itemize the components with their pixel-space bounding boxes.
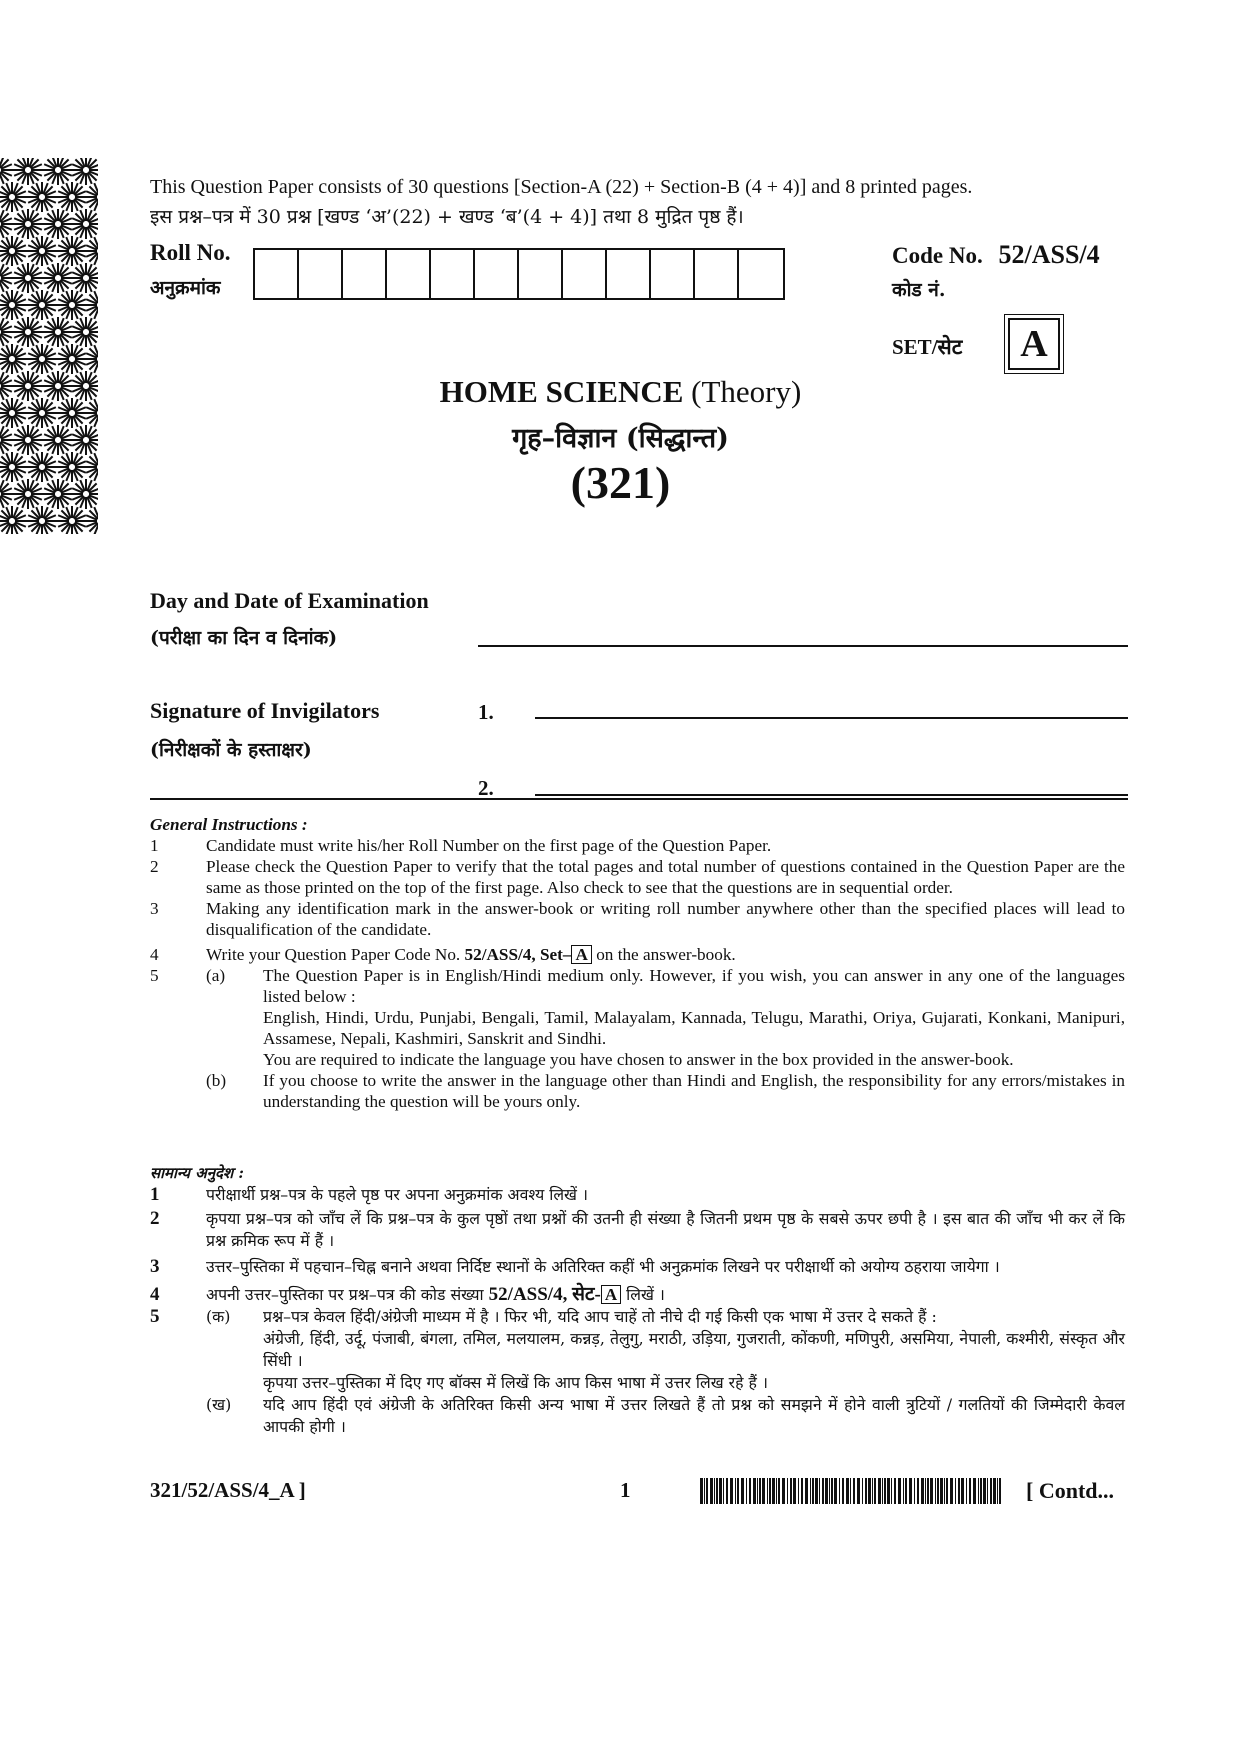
barcode-bar — [776, 1478, 777, 1504]
general-instructions-heading: General Instructions : — [150, 815, 308, 834]
starburst-glyph — [57, 506, 87, 534]
barcode-bar — [980, 1478, 982, 1504]
starburst-glyph — [0, 209, 13, 239]
starburst-glyph — [27, 344, 57, 374]
barcode-bar — [846, 1478, 849, 1504]
roll-digit-box[interactable] — [475, 250, 519, 298]
barcode-bar — [862, 1478, 863, 1504]
starburst-glyph — [0, 506, 27, 534]
barcode-bar — [874, 1478, 876, 1504]
section-divider — [150, 798, 1128, 800]
sig1-number: 1. — [478, 700, 494, 724]
exam-date-line[interactable] — [478, 645, 1128, 647]
barcode-bar — [759, 1478, 761, 1504]
roll-number-boxes[interactable] — [253, 248, 785, 300]
starburst-glyph — [13, 209, 43, 239]
page-number: 1 — [620, 1478, 631, 1502]
starburst-glyph — [43, 317, 73, 347]
barcode-bar — [987, 1478, 988, 1504]
barcode-bar — [872, 1478, 873, 1504]
roll-digit-box[interactable] — [695, 250, 739, 298]
starburst-glyph — [0, 236, 27, 266]
set-inline-box: A — [601, 1285, 621, 1304]
starburst-glyph — [13, 158, 43, 185]
roll-digit-box[interactable] — [299, 250, 343, 298]
barcode-bar — [950, 1478, 953, 1504]
barcode-bar — [700, 1478, 703, 1504]
set-label: SET/सेट — [892, 335, 963, 359]
exam-date-label: Day and Date of Examination — [150, 588, 429, 613]
barcode-bar — [997, 1478, 998, 1504]
barcode-bar — [829, 1478, 830, 1504]
barcode-bar — [853, 1478, 855, 1504]
barcode-bar — [726, 1478, 728, 1504]
barcode — [700, 1478, 1005, 1508]
instruction-item: 1 Candidate must write his/her Roll Number on the first page of the Question Paper. — [150, 836, 772, 855]
barcode-bar — [903, 1478, 904, 1504]
sig2-number: 2. — [478, 776, 494, 800]
barcode-graphic — [700, 1478, 1005, 1504]
barcode-bar — [937, 1478, 939, 1504]
barcode-bar — [704, 1478, 705, 1504]
barcode-bar — [925, 1478, 926, 1504]
barcode-bar — [730, 1478, 733, 1504]
barcode-bar — [753, 1478, 756, 1504]
barcode-bar — [894, 1478, 896, 1504]
barcode-bar — [917, 1478, 919, 1504]
starburst-glyph — [27, 506, 57, 534]
barcode-bar — [716, 1478, 718, 1504]
barcode-bar — [757, 1478, 758, 1504]
instruction-item: 2 Please check the Question Paper to verify that the total pages and total number of questions contained in the Question Paper are the same as those printed on the top of the first page. Also check to see that the questions are in sequential order. — [150, 857, 1125, 897]
starburst-glyph — [0, 290, 27, 320]
barcode-bar — [810, 1478, 811, 1504]
starburst-glyph — [85, 506, 98, 534]
barcode-bar — [966, 1478, 967, 1504]
barcode-bar — [914, 1478, 915, 1504]
instruction-item: 1 परीक्षार्थी प्रश्न–पत्र के पहले पृष्ठ पर अपना अनुक्रमांक अवश्य लिखें । — [150, 1184, 588, 1205]
barcode-bar — [898, 1478, 901, 1504]
barcode-bar — [983, 1478, 986, 1504]
barcode-bar — [834, 1478, 837, 1504]
starburst-glyph — [57, 290, 87, 320]
barcode-bar — [842, 1478, 844, 1504]
barcode-bar — [944, 1478, 945, 1504]
subject-title — [0, 374, 1241, 410]
hindi-instructions-heading: सामान्य अनुदेश : — [150, 1164, 244, 1182]
barcode-bar — [891, 1478, 892, 1504]
barcode-bar — [790, 1478, 792, 1504]
barcode-bar — [999, 1478, 1001, 1504]
instruction-item: 3 उत्तर–पुस्तिका में पहचान–चिह्न बनाने अथवा निर्दिष्ट स्थानों के अतिरिक्त कहीं भी अनुक्रमांक लिखने पर परीक्षार्थी को अयोग्य ठहराया जायेगा । — [150, 1256, 1000, 1277]
code-no-label-hindi: कोड नं. — [892, 279, 946, 301]
barcode-bar — [857, 1478, 860, 1504]
barcode-bar — [714, 1478, 715, 1504]
barcode-bar — [782, 1478, 785, 1504]
code-inline: 52/ASS/4, Set– — [464, 945, 572, 964]
subject-suffix: (Theory) — [691, 374, 802, 409]
invigilators-label: Signature of Invigilators — [150, 698, 380, 723]
roll-digit-box[interactable] — [651, 250, 695, 298]
paper-info-english: This Question Paper consists of 30 questions [Section-A (22) + Section-B (4 + 4)] and 8 printed pages. — [150, 176, 973, 198]
barcode-bar — [812, 1478, 814, 1504]
starburst-glyph — [85, 290, 98, 320]
barcode-bar — [723, 1478, 724, 1504]
starburst-glyph — [27, 182, 57, 212]
barcode-bar — [884, 1478, 886, 1504]
starburst-glyph — [57, 236, 87, 266]
barcode-bar — [741, 1478, 744, 1504]
barcode-bar — [839, 1478, 840, 1504]
barcode-bar — [787, 1478, 788, 1504]
barcode-bar — [955, 1478, 956, 1504]
roll-digit-box[interactable] — [387, 250, 431, 298]
instruction-item: 4 Write your Question Paper Code No. 52/ASS/4, Set– A on the answer-book. — [150, 945, 736, 964]
barcode-bar — [822, 1478, 824, 1504]
barcode-bar — [935, 1478, 936, 1504]
instruction-item: 5 (a) The Question Paper is in English/Hindi medium only. However, if you wish, you can answer in any one of the languages listed below : English, Hindi, Urdu, Punjabi, Bengali, Tamil, Malayalam, Kannada, Telugu, Marathi, Oriya, Gujarati, Konkani, Manipuri, Assamese, Nepali, Kashmiri, Sanskrit and Sindhi. You are required to indicate the language you have chosen to answer in the box provided in the answer-book. (b) If you choose to write the answer in the language other than Hindi and English, the responsibility for any errors/mistakes in understanding the question will be yours only. — [150, 966, 1125, 1111]
invigilators-label-hindi: (निरीक्षकों के हस्ताक्षर) — [150, 739, 312, 761]
roll-no-label: Roll No. — [150, 240, 231, 265]
subject-title-hindi: गृह–विज्ञान (सिद्धान्त) — [512, 423, 729, 454]
barcode-bar — [921, 1478, 924, 1504]
hindi-instructions — [150, 1162, 1125, 1438]
starburst-glyph — [0, 263, 13, 293]
subject-name: HOME SCIENCE — [439, 374, 684, 409]
instruction-item: 2 कृपया प्रश्न–पत्र को जाँच लें कि प्रश्न–पत्र के कुल पृष्ठों तथा प्रश्नों की उतनी ही संख्या है जितनी प्रथम पृष्ठ के सबसे ऊपर छपी है । इस बात की जाँच भी कर लें कि प्रश्न क्रमिक रूप में हैं । — [150, 1208, 1125, 1250]
barcode-bar — [746, 1478, 747, 1504]
barcode-bar — [958, 1478, 960, 1504]
barcode-bar — [961, 1478, 964, 1504]
roll-digit-box[interactable] — [431, 250, 475, 298]
subject-code: (321) — [570, 457, 671, 508]
code-no-value: 52/ASS/4 — [998, 240, 1100, 269]
roll-digit-box[interactable] — [607, 250, 651, 298]
barcode-bar — [710, 1478, 713, 1504]
roll-digit-box[interactable] — [563, 250, 607, 298]
instruction-item: 4 अपनी उत्तर–पुस्तिका पर प्रश्न–पत्र की कोड संख्या 52/ASS/4, सेट- A लिखें । — [150, 1284, 665, 1305]
barcode-bar — [973, 1478, 976, 1504]
barcode-bar — [868, 1478, 871, 1504]
barcode-bar — [969, 1478, 971, 1504]
barcode-bar — [940, 1478, 943, 1504]
starburst-glyph — [71, 209, 98, 239]
starburst-glyph — [0, 317, 13, 347]
roll-no-label-hindi: अनुक्रमांक — [150, 277, 221, 299]
barcode-bar — [749, 1478, 751, 1504]
starburst-glyph — [43, 158, 73, 185]
barcode-bar — [805, 1478, 808, 1504]
roll-digit-box[interactable] — [255, 250, 299, 298]
code-inline: 52/ASS/4, सेट- — [488, 1284, 601, 1305]
starburst-glyph — [71, 317, 98, 347]
barcode-bar — [831, 1478, 833, 1504]
barcode-bar — [946, 1478, 948, 1504]
sig2-line[interactable] — [535, 794, 1128, 796]
barcode-bar — [825, 1478, 828, 1504]
starburst-glyph — [0, 344, 27, 374]
roll-digit-box[interactable] — [343, 250, 387, 298]
barcode-bar — [927, 1478, 929, 1504]
code-no-block — [892, 240, 1100, 270]
barcode-bar — [978, 1478, 979, 1504]
starburst-glyph — [0, 182, 27, 212]
sig1-line[interactable] — [535, 717, 1128, 719]
starburst-glyph — [13, 263, 43, 293]
starburst-glyph — [71, 263, 98, 293]
barcode-bar — [801, 1478, 803, 1504]
barcode-bar — [815, 1478, 818, 1504]
instruction-item: 3 Making any identification mark in the answer-book or writing roll number anywhere other than the specified places will lead to disqualification of the candidate. — [150, 899, 1125, 939]
barcode-bar — [793, 1478, 796, 1504]
starburst-glyph — [0, 158, 13, 185]
starburst-glyph — [85, 344, 98, 374]
starburst-glyph — [85, 236, 98, 266]
barcode-bar — [878, 1478, 881, 1504]
barcode-bar — [865, 1478, 867, 1504]
starburst-glyph — [27, 236, 57, 266]
instruction-item: 5 (क) प्रश्न–पत्र केवल हिंदी/अंग्रेजी माध्यम में है । फिर भी, यदि आप चाहें तो नीचे दी गई किसी एक भाषा में उत्तर दे सकते हैं : अंग्रेजी, हिंदी, उर्दू, पंजाबी, बंगला, तमिल, मलयालम, कन्नड़, तेलुगु, मराठी, उड़िया, गुजराती, कोंकणी, मणिपुरी, असमिया, नेपाली, कश्मीरी, संस्कृत और सिंधी । कृपया उत्तर–पुस्तिका में दिए गए बॉक्स में लिखें कि आप किस भाषा में उत्तर लिख रहे हैं । (ख) यदि आप हिंदी एवं अंग्रेजी के अतिरिक्त किसी अन्य भाषा में उत्तर लिखते हैं तो प्रश्न को समझने में होने वाली त्रुटियों / गलतियों की जिम्मेदारी केवल आपकी होगी । — [150, 1306, 1125, 1436]
barcode-bar — [772, 1478, 775, 1504]
barcode-bar — [762, 1478, 765, 1504]
starburst-glyph — [85, 182, 98, 212]
starburst-glyph — [57, 344, 87, 374]
exam-date-label-hindi: (परीक्षा का दिन व दिनांक) — [150, 627, 338, 649]
footer-contd: [ Contd... — [1026, 1478, 1115, 1503]
barcode-bar — [930, 1478, 933, 1504]
barcode-bar — [767, 1478, 768, 1504]
barcode-bar — [990, 1478, 992, 1504]
barcode-bar — [706, 1478, 708, 1504]
starburst-glyph — [71, 158, 98, 185]
barcode-bar — [735, 1478, 736, 1504]
barcode-bar — [819, 1478, 820, 1504]
starburst-glyph — [13, 317, 43, 347]
roll-digit-box[interactable] — [739, 250, 783, 298]
paper-info-hindi: इस प्रश्न–पत्र में 30 प्रश्न [खण्ड ‘अ’(22) + खण्ड ‘ब’(4 + 4)] तथा 8 मुद्रित पृष्ठ हैं। — [150, 206, 744, 228]
code-no-label: Code No. — [892, 243, 983, 268]
starburst-glyph — [57, 182, 87, 212]
roll-digit-box[interactable] — [519, 250, 563, 298]
barcode-bar — [798, 1478, 799, 1504]
set-box: A — [1008, 318, 1060, 370]
set-inline-box: A — [571, 945, 591, 964]
general-instructions — [150, 814, 1125, 1112]
barcode-bar — [993, 1478, 996, 1504]
starburst-glyph — [43, 263, 73, 293]
barcode-bar — [882, 1478, 883, 1504]
footer-paper-code: 321/52/ASS/4_A ] — [150, 1478, 306, 1502]
barcode-bar — [850, 1478, 851, 1504]
barcode-bar — [719, 1478, 722, 1504]
barcode-bar — [778, 1478, 780, 1504]
barcode-bar — [905, 1478, 907, 1504]
starburst-glyph — [43, 209, 73, 239]
barcode-bar — [769, 1478, 771, 1504]
barcode-bar — [737, 1478, 739, 1504]
barcode-bar — [887, 1478, 890, 1504]
starburst-glyph — [27, 290, 57, 320]
barcode-bar — [909, 1478, 912, 1504]
